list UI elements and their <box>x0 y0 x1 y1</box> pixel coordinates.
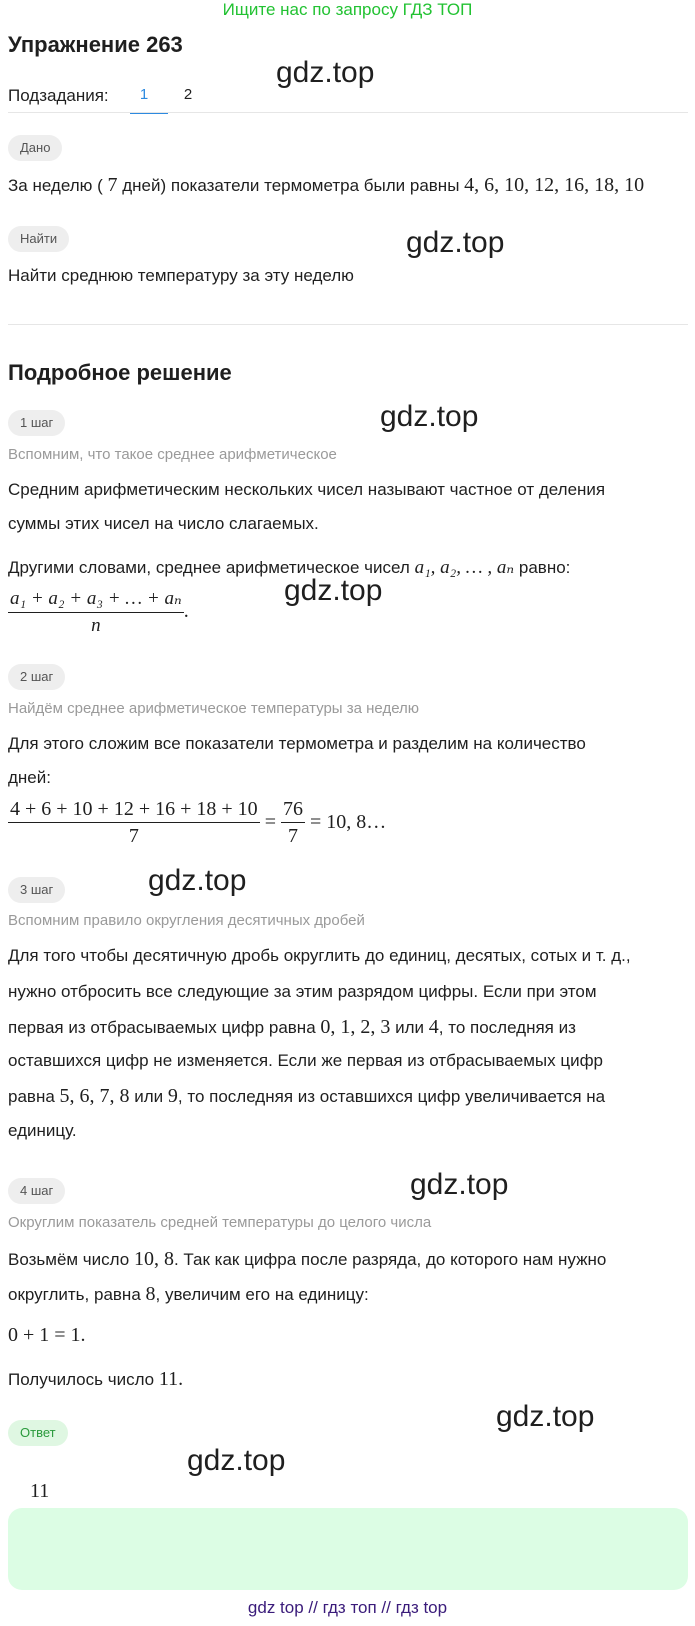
mean-formula: $\frac{\text{a₁ + a₂ + a₃ + … + aₙ}}{n}$ . <box>10 588 189 636</box>
answer-badge: Ответ <box>8 1420 68 1446</box>
mean-calculation: $\frac{4 + 6 + 10 + 12 + 16 + 18 + 10}{7}$ = $\frac{76}{7}$ = 10, 8… <box>10 798 387 847</box>
step-text: оставшихся цифр не изменяется. Если же первая из отбрасываемых цифр <box>8 1051 604 1070</box>
tab-subtask-1[interactable]: 1 <box>139 86 149 103</box>
step-hint: Вспомним, что такое среднее арифметическое <box>8 446 337 463</box>
step-badge: 4 шаг <box>8 1178 65 1204</box>
divider <box>8 112 688 113</box>
watermark: gdz.top <box>496 1400 595 1433</box>
step-text: нужно отбросить все следующие за этим разрядом цифры. Если при этом <box>8 982 597 1001</box>
top-banner: Ищите нас по запросу ГДЗ ТОП <box>222 0 473 19</box>
step-hint: Вспомним правило округления десятичных дробей <box>8 912 365 929</box>
step-text: Возьмём число 10, 8. Так как цифра после разряда, до которого нам нужно <box>8 1248 607 1270</box>
watermark: gdz.top <box>406 226 505 259</box>
step-badge: 1 шаг <box>8 410 65 436</box>
answer-value: 11 <box>30 1480 50 1502</box>
step-badge: 2 шаг <box>8 664 65 690</box>
answer-box <box>8 1508 688 1590</box>
step-text: Средним арифметическим нескольких чисел называют частное от деления <box>8 480 606 499</box>
watermark: gdz.top <box>276 56 375 89</box>
given-badge: Дано <box>8 135 62 161</box>
step-text: Для того чтобы десятичную дробь округлить до единиц, десятых, сотых и т. д., <box>8 946 631 965</box>
find-badge: Найти <box>8 226 69 252</box>
step-text: равна 5, 6, 7, 8 или 9, то последняя из оставшихся цифр увеличивается на <box>8 1085 606 1107</box>
divider <box>8 324 688 325</box>
step-text: Получилось число 11. <box>8 1368 184 1390</box>
watermark: gdz.top <box>187 1444 286 1477</box>
step-text: округлить, равна 8, увеличим его на единицу: <box>8 1283 369 1305</box>
find-text: Найти среднюю температуру за эту неделю <box>8 266 354 285</box>
watermark: gdz.top <box>148 864 247 897</box>
step-text: суммы этих чисел на число слагаемых. <box>8 514 319 533</box>
step-text: дней: <box>8 768 51 787</box>
tab-subtask-2[interactable]: 2 <box>183 86 193 103</box>
step-text: первая из отбрасываемых цифр равна 0, 1, 2, 3 или 4, то последняя из <box>8 1016 576 1038</box>
rounding-equation: 0 + 1 = 1. <box>8 1324 86 1346</box>
step-hint: Округлим показатель средней температуры до целого числа <box>8 1214 432 1231</box>
step-hint: Найдём среднее арифметическое температуры за неделю <box>8 700 420 717</box>
footer-links[interactable]: gdz top // гдз топ // гдз top <box>247 1598 448 1617</box>
step-badge: 3 шаг <box>8 877 65 903</box>
step-text: единицу. <box>8 1121 77 1140</box>
watermark: gdz.top <box>380 400 479 433</box>
watermark: gdz.top <box>284 574 383 607</box>
subtasks-label: Подзадания: <box>8 86 109 105</box>
solution-title: Подробное решение <box>8 360 232 385</box>
page-title: Упражнение 263 <box>8 32 183 57</box>
given-text: За неделю ( 7 дней) показатели термометра были равны 4, 6, 10, 12, 16, 18, 10 <box>8 174 645 196</box>
step-text: Для этого сложим все показатели термометра и разделим на количество <box>8 734 586 753</box>
step-text: Другими словами, среднее арифметическое чисел a₁, a₂, … , aₙ равно: <box>8 557 571 578</box>
watermark: gdz.top <box>410 1168 509 1201</box>
